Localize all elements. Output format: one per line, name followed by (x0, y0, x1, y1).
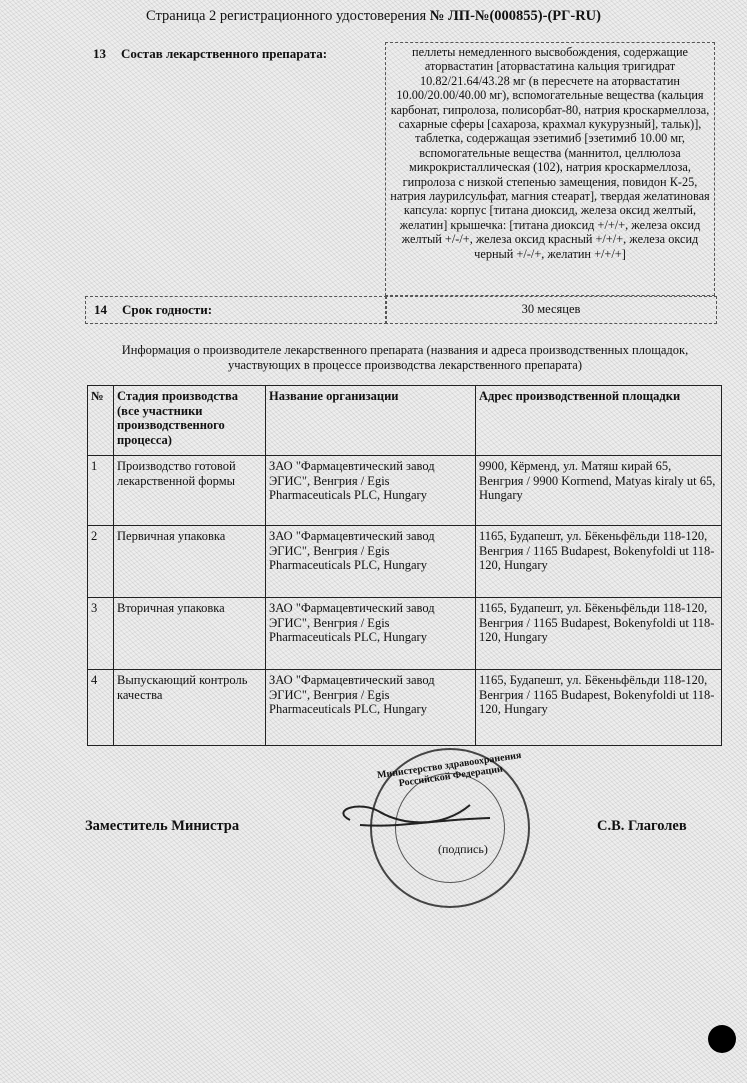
row-number: 13 (93, 46, 106, 61)
row-13-label-cell (85, 42, 385, 296)
signatory-name: С.В. Глаголев (597, 818, 687, 834)
table-row (88, 670, 722, 746)
manufacturer-info-heading: Информация о производителе лекарственного препарата (названия и адреса производственных площадок, участвующих в процессе производства лекарственного препарата) (121, 343, 689, 372)
cell: Выпускающий контроль качества (114, 670, 266, 746)
cell: Первичная упаковка (114, 526, 266, 598)
cell: ЗАО "Фармацевтический завод ЭГИС", Венгрия / Egis Pharmaceuticals PLC, Hungary (266, 456, 476, 526)
cell: 2 (88, 526, 114, 598)
header-text: Страница 2 регистрационного удостоверения (146, 8, 427, 24)
table-row (88, 456, 722, 526)
cell: 1 (88, 456, 114, 526)
page-header (0, 8, 747, 25)
col-header: № (88, 386, 114, 456)
row-number: 14 (94, 302, 107, 317)
cell: 1165, Будапешт, ул. Бёкеньфёльди 118-120, Венгрия / 1165 Budapest, Bokenyfoldi ut 118-120, Hungary (476, 670, 722, 746)
cell: 3 (88, 598, 114, 670)
cell: 1165, Будапешт, ул. Бёкеньфёльди 118-120, Венгрия / 1165 Budapest, Bokenyfoldi ut 118-120, Hungary (476, 526, 722, 598)
row-label: Состав лекарственного препарата: (121, 46, 328, 61)
row-13-value-cell: пеллеты немедленного высвобождения, содержащие аторвастатин [аторвастатина кальция тригидрат 10.82/21.64/43.28 мг (в пересчете на аторвастатин 10.00/20.00/40.00 мг), вспомогательные вещества (кальция карбонат, гипролоза, полисорбат-80, натрия кроскармеллоза, сахарные сферы [сахароза, крахмал кукурузный], тальк)], таблетка, содержащая эзетимиб [эзетимиб 10.00 мг, вспомогательные вещества (маннитол, целлюлоза микрокристаллическая (102), натрия кроскармеллоза, гипролоза с низкой степенью замещения, повидон К-25, натрия лаурилсульфат, магния стеарат], твердая желатиновая капсула: корпус [титана диоксид, железа оксид желтый, желатин] крышечка: [титана диоксид +/+/+, железа оксид желтый +/-/+, железа оксид красный +/+/+, железа оксид черный +/-/+, желатин +/+/+] (385, 42, 715, 296)
handwritten-signature (320, 790, 500, 850)
cell: ЗАО "Фармацевтический завод ЭГИС", Венгрия / Egis Pharmaceuticals PLC, Hungary (266, 670, 476, 746)
cell: Вторичная упаковка (114, 598, 266, 670)
cell: Производство готовой лекарственной формы (114, 456, 266, 526)
signatory-title: Заместитель Министра (85, 818, 240, 834)
cell: 9900, Кёрменд, ул. Матяш кирай 65, Венгрия / 9900 Kormend, Matyas kiraly ut 65, Hungary (476, 456, 722, 526)
certificate-number: № ЛП-№(000855)-(РГ-RU) (429, 8, 601, 24)
cell: 1165, Будапешт, ул. Бёкеньфёльди 118-120, Венгрия / 1165 Budapest, Bokenyfoldi ut 118-120, Hungary (476, 598, 722, 670)
table-row (88, 598, 722, 670)
table-row (88, 526, 722, 598)
row-14-label-cell (85, 296, 387, 324)
col-header: Адрес производственной площадки (476, 386, 722, 456)
table-header-row (88, 386, 722, 456)
row-14-value-cell: 30 месяцев (385, 296, 717, 324)
manufacturer-table (87, 385, 722, 746)
cell: ЗАО "Фармацевтический завод ЭГИС", Венгрия / Egis Pharmaceuticals PLC, Hungary (266, 598, 476, 670)
cell: 4 (88, 670, 114, 746)
cell: ЗАО "Фармацевтический завод ЭГИС", Венгрия / Egis Pharmaceuticals PLC, Hungary (266, 526, 476, 598)
signature-caption: (подпись) (438, 842, 488, 856)
col-header: Стадия производства (все участники производственного процесса) (114, 386, 266, 456)
hole-punch-mark (708, 1025, 736, 1053)
col-header: Название организации (266, 386, 476, 456)
stamp-text: Министерство здравоохранения Российской Федерации (376, 749, 523, 790)
row-label: Срок годности: (122, 302, 213, 317)
